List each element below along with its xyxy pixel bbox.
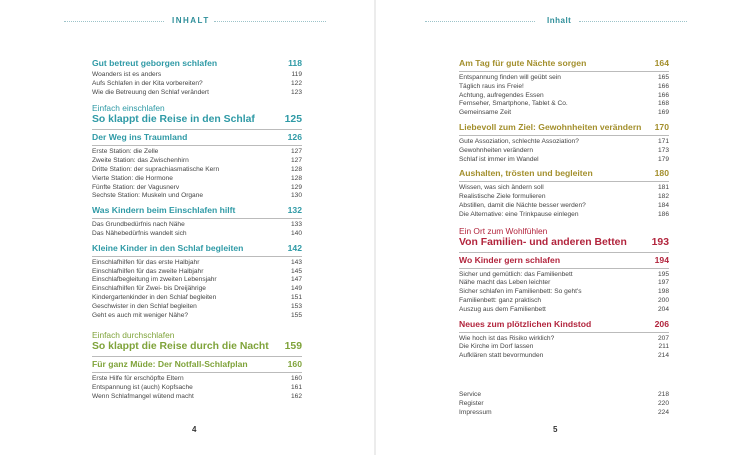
entry-page: 179 bbox=[657, 155, 669, 163]
entry-page: 184 bbox=[657, 201, 669, 209]
entry-title: Wenn Schlafmangel wütend macht bbox=[92, 392, 194, 400]
entry-title: Das Nähebedürfnis wandelt sich bbox=[92, 229, 187, 237]
divider bbox=[92, 356, 302, 357]
entry-page: 129 bbox=[290, 183, 302, 191]
section-page: 132 bbox=[287, 205, 302, 216]
toc-section-heading[interactable] bbox=[92, 243, 302, 254]
toc-entry[interactable] bbox=[459, 279, 669, 288]
entry-page: 181 bbox=[657, 184, 669, 192]
left-toc bbox=[92, 58, 302, 402]
part-title: Von Familien- und anderen Betten bbox=[459, 236, 627, 248]
toc-entry[interactable] bbox=[92, 230, 302, 239]
entry-title: Familienbett: ganz praktisch bbox=[459, 296, 542, 304]
entry-page: 166 bbox=[657, 91, 669, 99]
toc-entry[interactable] bbox=[459, 100, 669, 109]
entry-page: 151 bbox=[290, 293, 302, 301]
entry-page: 161 bbox=[290, 384, 302, 392]
toc-entry[interactable] bbox=[459, 391, 669, 400]
part-title: So klappt die Reise durch die Nacht bbox=[92, 341, 269, 353]
toc-entry[interactable] bbox=[92, 384, 302, 393]
entry-title: Wie hoch ist das Risiko wirklich? bbox=[459, 334, 555, 342]
entry-page: 127 bbox=[290, 157, 302, 165]
entry-title: Realistische Ziele formulieren bbox=[459, 193, 546, 201]
toc-section bbox=[92, 243, 302, 321]
toc-section bbox=[92, 132, 302, 201]
toc-section-heading[interactable] bbox=[459, 58, 669, 69]
entry-title: Zweite Station: das Zwischenhirn bbox=[92, 157, 189, 165]
entry-page: 198 bbox=[657, 288, 669, 296]
entry-page: 143 bbox=[290, 258, 302, 266]
toc-section bbox=[92, 359, 302, 401]
toc-section-heading[interactable] bbox=[459, 168, 669, 179]
entry-page: 128 bbox=[290, 165, 302, 173]
entry-title: Abstillen, damit die Nächte besser werden? bbox=[459, 201, 586, 209]
entry-title: Wissen, was sich ändern soll bbox=[459, 184, 544, 192]
entry-title: Geht es auch mit weniger Nähe? bbox=[92, 311, 189, 319]
divider bbox=[459, 268, 669, 269]
entry-title: Einschlafhilfen für das erste Halbjahr bbox=[92, 258, 200, 266]
part-title: So klappt die Reise in den Schlaf bbox=[92, 114, 255, 126]
entry-page: 160 bbox=[290, 375, 302, 383]
section-page: 170 bbox=[654, 121, 669, 132]
toc-entry[interactable] bbox=[92, 175, 302, 184]
toc-entry[interactable] bbox=[459, 138, 669, 147]
section-page: 118 bbox=[288, 58, 302, 68]
toc-entry[interactable] bbox=[92, 268, 302, 277]
entry-title: Achtung, aufregendes Essen bbox=[459, 91, 544, 99]
section-page: 194 bbox=[654, 254, 669, 265]
entry-title: Sechste Station: Muskeln und Organe bbox=[92, 192, 204, 200]
entry-title: Gute Assoziation, schlechte Assoziation? bbox=[459, 137, 579, 145]
section-title: Der Weg ins Traumland bbox=[92, 132, 188, 143]
entry-title: Erste Station: die Zelle bbox=[92, 148, 159, 156]
left-page-number: 4 bbox=[192, 425, 197, 434]
entry-page: 119 bbox=[291, 71, 302, 78]
toc-entry[interactable] bbox=[459, 352, 669, 361]
toc-entry[interactable] bbox=[459, 184, 669, 193]
divider bbox=[459, 71, 669, 72]
toc-entry[interactable] bbox=[92, 294, 302, 303]
right-page-number: 5 bbox=[553, 425, 558, 434]
toc-entry[interactable] bbox=[92, 375, 302, 384]
toc-entry[interactable] bbox=[459, 343, 669, 352]
header-dots-right bbox=[579, 21, 687, 22]
entry-page: 127 bbox=[290, 148, 302, 156]
section-page: 160 bbox=[287, 359, 302, 370]
toc-entry[interactable] bbox=[459, 109, 669, 118]
header-dots-left bbox=[64, 21, 164, 22]
section-title: Für ganz Müde: Der Notfall-Schlafplan bbox=[92, 359, 248, 370]
entry-page: 153 bbox=[290, 302, 302, 310]
toc-entry[interactable] bbox=[92, 80, 302, 89]
entry-title: Einschlafbegleitung im zweiten Lebensjahr bbox=[92, 276, 217, 284]
section-title: Kleine Kinder in den Schlaf begleiten bbox=[92, 242, 244, 253]
entry-page: 123 bbox=[290, 88, 302, 96]
left-header bbox=[0, 16, 375, 26]
toc-entry[interactable] bbox=[459, 92, 669, 101]
toc-entry[interactable] bbox=[459, 74, 669, 83]
header-dots-right bbox=[214, 21, 326, 22]
entry-page: 207 bbox=[657, 334, 669, 342]
entry-title: Entspannung finden will geübt sein bbox=[459, 74, 561, 81]
right-toc bbox=[459, 58, 669, 417]
toc-section bbox=[459, 255, 669, 315]
toc-entry[interactable] bbox=[92, 285, 302, 294]
entry-title: Woanders ist es anders bbox=[92, 71, 162, 78]
entry-title: Wie die Betreuung den Schlaf verändert bbox=[92, 88, 209, 96]
entry-title: Sicher schlafen im Familienbett: So geht's bbox=[459, 288, 582, 296]
entry-page: 173 bbox=[657, 146, 669, 154]
entry-title: Register bbox=[459, 399, 484, 407]
toc-part bbox=[92, 103, 302, 130]
entry-title: Einschlafhilfen für Zwei- bis Dreijährige bbox=[92, 285, 206, 293]
entry-title: Fünfte Station: der Vagusnerv bbox=[92, 183, 180, 191]
toc-entry[interactable] bbox=[92, 89, 302, 98]
entry-page: 133 bbox=[290, 221, 302, 229]
toc-part bbox=[92, 330, 302, 357]
toc-section-heading[interactable] bbox=[459, 319, 669, 330]
toc-entry[interactable] bbox=[459, 211, 669, 220]
entry-title: Täglich raus ins Freie! bbox=[459, 82, 524, 90]
toc-section bbox=[459, 58, 669, 118]
entry-title: Schlaf ist immer im Wandel bbox=[459, 155, 539, 163]
entry-page: 155 bbox=[290, 311, 302, 319]
divider bbox=[92, 129, 302, 130]
toc-section-heading[interactable] bbox=[92, 205, 302, 216]
toc-section-heading[interactable] bbox=[92, 58, 302, 69]
part-page: 125 bbox=[284, 114, 302, 126]
entry-title: Impressum bbox=[459, 408, 492, 416]
entry-page: 166 bbox=[657, 82, 669, 90]
entry-title: Aufklären statt bevormunden bbox=[459, 352, 544, 360]
entry-page: 214 bbox=[657, 352, 669, 360]
section-title: Was Kindern beim Einschlafen hilft bbox=[92, 205, 236, 216]
entry-page: 182 bbox=[657, 193, 669, 201]
entry-title: Erste Hilfe für erschöpfte Eltern bbox=[92, 375, 184, 383]
divider bbox=[92, 372, 302, 373]
divider bbox=[459, 252, 669, 253]
entry-title: Gemeinsame Zeit bbox=[459, 109, 512, 117]
toc-section bbox=[459, 168, 669, 219]
divider bbox=[92, 256, 302, 257]
left-header-title: INHALT bbox=[172, 16, 210, 25]
section-page: 206 bbox=[654, 318, 669, 329]
toc-entry[interactable] bbox=[459, 83, 669, 92]
toc-entry[interactable] bbox=[92, 148, 302, 157]
divider bbox=[459, 181, 669, 182]
entry-title: Die Alternative: eine Trinkpause einlegen bbox=[459, 210, 579, 218]
toc-section-heading[interactable] bbox=[92, 359, 302, 370]
toc-entry[interactable] bbox=[459, 193, 669, 202]
toc-entry[interactable] bbox=[459, 297, 669, 306]
entry-title: Das Grundbedürfnis nach Nähe bbox=[92, 221, 185, 229]
toc-section bbox=[92, 58, 302, 97]
entry-page: 218 bbox=[657, 390, 669, 398]
entry-page: 220 bbox=[657, 399, 669, 407]
part-intro: Einfach durchschlafen bbox=[92, 330, 175, 341]
divider bbox=[459, 135, 669, 136]
toc-entry[interactable] bbox=[92, 184, 302, 193]
entry-title: Kindergartenkinder in den Schlaf begleiten bbox=[92, 293, 217, 301]
entry-page: 224 bbox=[657, 408, 669, 416]
section-title: Wo Kinder gern schlafen bbox=[459, 254, 561, 265]
entry-title: Nähe macht das Leben leichter bbox=[459, 279, 551, 287]
toc-entry[interactable] bbox=[459, 288, 669, 297]
right-header bbox=[375, 16, 750, 26]
entry-page: 140 bbox=[290, 229, 302, 237]
entry-page: 147 bbox=[290, 276, 302, 284]
section-page: 164 bbox=[654, 58, 669, 68]
part-heading[interactable] bbox=[92, 340, 302, 353]
entry-title: Gewohnheiten verändern bbox=[459, 146, 534, 154]
entry-title: Fernseher, Smartphone, Tablet & Co. bbox=[459, 100, 568, 108]
toc-section-heading[interactable] bbox=[92, 132, 302, 143]
entry-title: Auszug aus dem Familienbett bbox=[459, 305, 546, 313]
part-heading[interactable] bbox=[459, 236, 669, 249]
toc-entry[interactable] bbox=[459, 400, 669, 409]
toc-entry[interactable] bbox=[459, 147, 669, 156]
section-title: Gut betreut geborgen schlafen bbox=[92, 58, 218, 68]
toc-entry[interactable] bbox=[459, 202, 669, 211]
toc-section-heading[interactable] bbox=[459, 255, 669, 266]
toc-entry[interactable] bbox=[92, 192, 302, 201]
toc-entry[interactable] bbox=[459, 156, 669, 165]
toc-entry[interactable] bbox=[92, 303, 302, 312]
header-dots-left bbox=[425, 21, 535, 22]
entry-title: Sicher und gemütlich: das Familienbett bbox=[459, 270, 573, 278]
part-heading[interactable] bbox=[92, 113, 302, 126]
toc-entry[interactable] bbox=[92, 221, 302, 230]
entry-title: Einschlafhilfen für das zweite Halbjahr bbox=[92, 267, 204, 275]
entry-title: Service bbox=[459, 390, 481, 398]
section-page: 180 bbox=[654, 168, 669, 179]
toc-entry[interactable] bbox=[459, 335, 669, 344]
entry-page: 195 bbox=[657, 270, 669, 278]
entry-page: 171 bbox=[657, 137, 669, 145]
entry-title: Aufs Schlafen in der Kita vorbereiten? bbox=[92, 79, 203, 87]
part-intro: Ein Ort zum Wohlfühlen bbox=[459, 225, 548, 236]
toc-entry[interactable] bbox=[92, 276, 302, 285]
entry-page: 197 bbox=[657, 279, 669, 287]
toc-entry[interactable] bbox=[459, 409, 669, 418]
toc-part bbox=[459, 226, 669, 253]
section-title: Aushalten, trösten und begleiten bbox=[459, 168, 593, 179]
toc-entry[interactable] bbox=[459, 271, 669, 280]
toc-section bbox=[459, 319, 669, 361]
entry-page: 128 bbox=[290, 174, 302, 182]
entry-page: 211 bbox=[658, 343, 669, 351]
right-header-title: Inhalt bbox=[547, 16, 572, 25]
entry-title: Dritte Station: der suprachiasmatische Kern bbox=[92, 165, 220, 173]
right-page bbox=[375, 0, 750, 455]
entry-page: 204 bbox=[657, 305, 669, 313]
entry-page: 145 bbox=[290, 267, 302, 275]
divider bbox=[459, 332, 669, 333]
entry-page: 168 bbox=[657, 100, 669, 108]
entry-page: 169 bbox=[657, 109, 669, 117]
entry-page: 162 bbox=[290, 392, 302, 400]
toc-entry[interactable] bbox=[92, 71, 302, 80]
section-title: Neues zum plötzlichen Kindstod bbox=[459, 318, 592, 329]
entry-title: Geschwister in den Schlaf begleiten bbox=[92, 302, 197, 310]
part-page: 193 bbox=[651, 236, 669, 248]
divider bbox=[92, 218, 302, 219]
entry-title: Die Kirche im Dorf lassen bbox=[459, 343, 534, 351]
divider bbox=[92, 145, 302, 146]
section-page: 142 bbox=[287, 242, 302, 253]
toc-section bbox=[92, 205, 302, 239]
toc-entry[interactable] bbox=[92, 393, 302, 402]
entry-page: 165 bbox=[657, 74, 669, 81]
toc-appendix bbox=[459, 391, 669, 417]
toc-entry[interactable] bbox=[459, 306, 669, 315]
entry-page: 122 bbox=[290, 79, 302, 87]
toc-section bbox=[459, 122, 669, 164]
section-page: 126 bbox=[287, 132, 302, 143]
toc-entry[interactable] bbox=[92, 312, 302, 321]
section-title: Liebevoll zum Ziel: Gewohnheiten verändern bbox=[459, 121, 642, 132]
toc-section-heading[interactable] bbox=[459, 122, 669, 133]
section-title: Am Tag für gute Nächte sorgen bbox=[459, 58, 587, 68]
toc-entry[interactable] bbox=[92, 259, 302, 268]
toc-entry[interactable] bbox=[92, 166, 302, 175]
entry-page: 130 bbox=[290, 192, 302, 200]
entry-title: Entspannung ist (auch) Kopfsache bbox=[92, 384, 193, 392]
entry-page: 149 bbox=[290, 285, 302, 293]
entry-page: 186 bbox=[657, 210, 669, 218]
part-intro: Einfach einschlafen bbox=[92, 103, 165, 114]
part-page: 159 bbox=[284, 341, 302, 353]
entry-title: Vierte Station: die Hormone bbox=[92, 174, 173, 182]
toc-entry[interactable] bbox=[92, 157, 302, 166]
entry-page: 200 bbox=[657, 296, 669, 304]
